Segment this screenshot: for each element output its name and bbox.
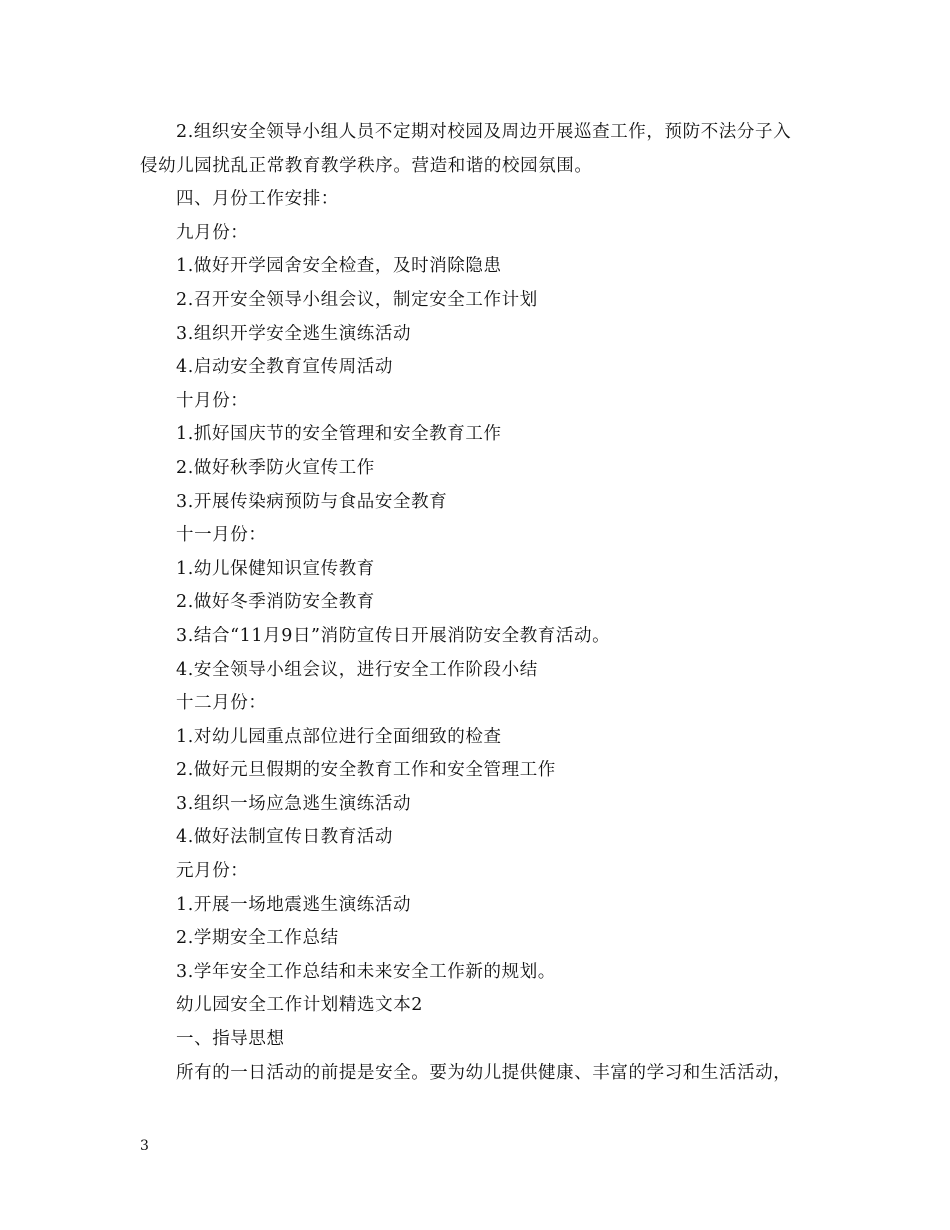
list-item: 2.学期安全工作总结 bbox=[176, 928, 339, 949]
list-item: 1.抓好国庆节的安全管理和安全教育工作 bbox=[176, 424, 502, 445]
paragraph-line: 所有的一日活动的前提是安全。要为幼儿提供健康、丰富的学习和生活活动， bbox=[176, 1062, 792, 1083]
list-item: 3.组织开学安全逃生演练活动 bbox=[176, 323, 412, 344]
list-item: 2.做好元旦假期的安全教育工作和安全管理工作 bbox=[176, 760, 556, 781]
month-heading: 元月份： bbox=[176, 861, 249, 882]
list-item: 3.结合“11月9日”消防宣传日开展消防安全教育活动。 bbox=[176, 625, 611, 646]
list-item: 1.幼儿保健知识宣传教育 bbox=[176, 558, 375, 579]
list-item: 4.启动安全教育宣传周活动 bbox=[176, 357, 393, 378]
paragraph-line: 2.组织安全领导小组人员不定期对校园及周边开展巡查工作，预防不法分子入 bbox=[176, 122, 792, 142]
list-item: 1.对幼儿园重点部位进行全面细致的检查 bbox=[176, 726, 502, 747]
month-heading: 十一月份： bbox=[176, 525, 267, 546]
list-item: 4.安全领导小组会议，进行安全工作阶段小结 bbox=[176, 659, 538, 680]
document-body bbox=[140, 116, 820, 1090]
document-title: 幼儿园安全工作计划精选文本2 bbox=[176, 995, 424, 1016]
month-heading: 十月份： bbox=[176, 390, 249, 411]
page-number: 3 bbox=[140, 1138, 149, 1154]
list-item: 2.做好秋季防火宣传工作 bbox=[176, 457, 375, 478]
list-item: 2.做好冬季消防安全教育 bbox=[176, 592, 375, 613]
month-heading: 九月份： bbox=[176, 222, 249, 243]
month-heading: 十二月份： bbox=[176, 693, 267, 714]
paragraph-line: 侵幼儿园扰乱正常教育教学秩序。营造和谐的校园氛围。 bbox=[140, 155, 593, 176]
list-item: 1.做好开学园舍安全检查，及时消除隐患 bbox=[176, 256, 502, 277]
list-item: 4.做好法制宣传日教育活动 bbox=[176, 827, 393, 848]
list-item: 3.组织一场应急逃生演练活动 bbox=[176, 793, 412, 814]
list-item: 1.开展一场地震逃生演练活动 bbox=[176, 894, 412, 915]
section-heading: 四、月份工作安排： bbox=[176, 189, 339, 210]
list-item: 3.学年安全工作总结和未来安全工作新的规划。 bbox=[176, 961, 556, 982]
list-item: 2.召开安全领导小组会议，制定安全工作计划 bbox=[176, 289, 538, 310]
section-heading: 一、指导思想 bbox=[176, 1029, 285, 1050]
list-item: 3.开展传染病预防与食品安全教育 bbox=[176, 491, 448, 512]
